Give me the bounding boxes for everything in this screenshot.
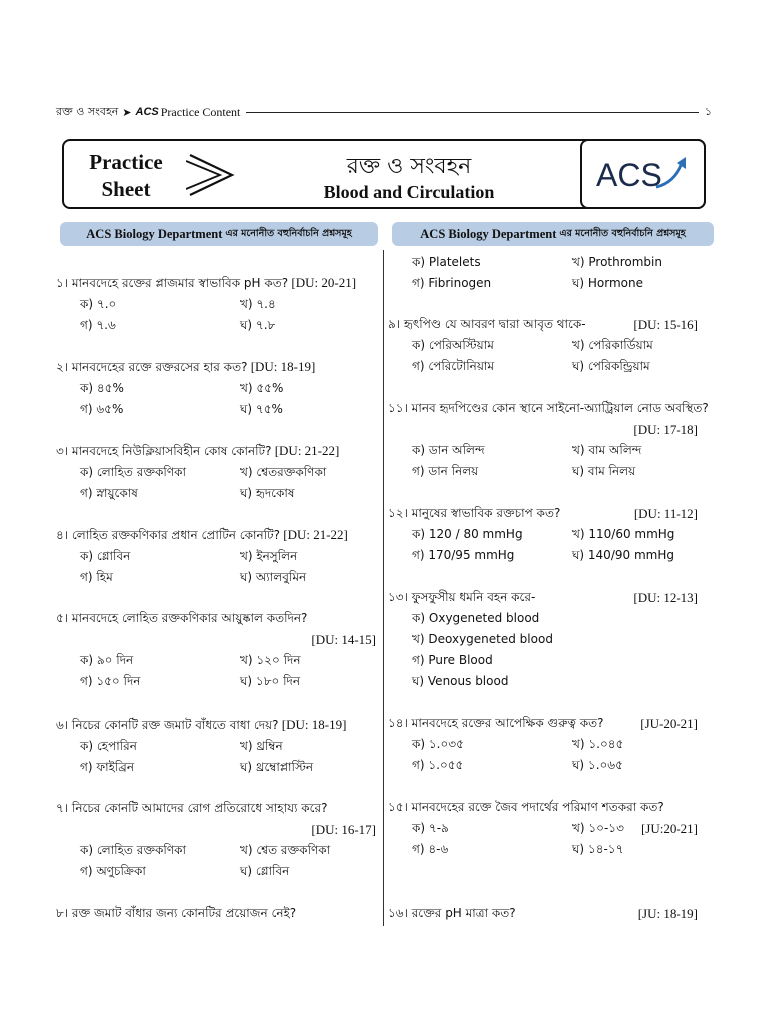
question-stem: ১১। মানব হৃদপিণ্ডের কোন স্থানে সাইনো-অ্যাট্রিয়াল নোড অবস্থিত? (388, 401, 709, 415)
option-item: ঘ) Hormone (572, 276, 644, 290)
exam-tag: [JU: 18-19] (637, 906, 698, 921)
question-stem: ১৫। মানবদেহের রক্তে জৈব পদার্থের পরিমাণ শতকরা কত? [JU:20-21] (388, 797, 698, 818)
option-item: ঘ) পেরিকন্ড্রিয়াম (572, 359, 650, 373)
option-item: খ) ১২০ দিন (240, 653, 301, 667)
question-stem: ৯। হৃৎপিণ্ড যে আবরণ দ্বারা আবৃত থাকে- [DU: 15-16] (388, 314, 698, 335)
exam-tag: [DU: 17-18] (633, 422, 698, 437)
question-item (56, 524, 376, 588)
option-item: ক) ১.০৩৫ (412, 737, 464, 751)
exam-tag: [DU: 11-12] (633, 506, 698, 521)
option-item: ঘ) ৭.৮ (240, 318, 276, 332)
banner-department: ACS Biology Department (86, 226, 223, 241)
option-item: ক) 120 / 80 mmHg (412, 527, 523, 541)
option-item: ক) Platelets (412, 255, 481, 269)
exam-tag: [JU:20-21] (640, 821, 698, 836)
option-item: গ) ১.০৫৫ (412, 758, 464, 772)
option-item: ঘ) অ্যালবুমিন (240, 570, 307, 584)
page-number: ১ (704, 104, 712, 118)
right-banner (392, 222, 714, 246)
option-item: গ) ডান নিলয় (412, 464, 479, 478)
option-item: গ) হিম (80, 570, 113, 584)
option-item: খ) ৭.৪ (240, 297, 276, 311)
option-item: ক) Oxygeneted blood (412, 611, 540, 625)
question-item (388, 314, 698, 377)
option-item: গ) ৬৫% (80, 402, 124, 416)
option-item: ক) ৭.০ (80, 297, 117, 311)
option-item: ঘ) ১৪-১৭ (572, 842, 624, 856)
left-banner (60, 222, 378, 246)
header-rule (246, 112, 698, 113)
question-item (56, 356, 376, 420)
question-item (388, 398, 709, 482)
option-item: ক) ৯০ দিন (80, 653, 134, 667)
option-item: ক) হেপারিন (80, 739, 137, 753)
option-item: খ) Prothrombin (572, 255, 662, 269)
options (56, 294, 376, 336)
option-item: গ) ৭.৬ (80, 318, 116, 332)
question-item (388, 903, 698, 924)
option-item: ক) গ্লোবিন (80, 549, 131, 563)
logo-text: ACS (596, 157, 662, 193)
exam-tag: [DU: 18-19] (278, 717, 347, 732)
options (56, 462, 376, 504)
options (388, 734, 698, 776)
question-item (56, 272, 376, 336)
question-item (56, 714, 376, 778)
exam-tag: [DU: 18-19] (247, 359, 316, 374)
banner-suffix: এর মনোনীত বহুনির্বাচনি প্রশ্নসমূহ (559, 227, 686, 239)
option-item: গ) ৪-৬ (412, 842, 449, 856)
header-topic: রক্ত ও সংবহন (56, 104, 119, 118)
question-item (388, 503, 698, 566)
banner-suffix: এর মনোনীত বহুনির্বাচনি প্রশ্নসমূহ (225, 227, 352, 239)
option-item: গ) পেরিটোনিয়াম (412, 359, 495, 373)
option-item: গ) স্নায়ুকোষ (80, 486, 138, 500)
running-header (56, 103, 712, 121)
option-item: গ) ১৫০ দিন (80, 674, 141, 688)
option-item: খ) 110/60 mmHg (572, 527, 675, 541)
exam-tag: [JU-20-21] (640, 716, 698, 731)
option-item: ঘ) বাম নিলয় (572, 464, 636, 478)
option-item: খ) ১.০৪৫ (572, 737, 624, 751)
options (388, 608, 698, 692)
option-item: গ) ফাইব্রিন (80, 760, 134, 774)
option-item: খ) ইনসুলিন (240, 549, 298, 563)
header-section: Practice Content (160, 104, 241, 119)
acs-logo (580, 139, 706, 209)
column-divider (383, 250, 384, 926)
acs-logo-graphic (582, 141, 704, 207)
option-item: খ) Deoxygeneted blood (412, 632, 553, 646)
exam-tag: [DU: 14-15] (311, 632, 376, 647)
exam-tag: [DU: 21-22] (271, 443, 340, 458)
question-stem: ১৩। ফুসফুসীয় ধমনি বহন করে- [DU: 12-13] (388, 587, 698, 608)
arrow-icon: ➤ (122, 106, 132, 119)
options (56, 378, 376, 420)
exam-tag: [DU: 20-21] (288, 275, 357, 290)
banner-department: ACS Biology Department (420, 226, 557, 241)
options (388, 335, 698, 377)
question-item (56, 903, 376, 924)
option-item: খ) শ্বেত রক্তকণিকা (240, 843, 331, 857)
option-item: ঘ) Venous blood (412, 674, 509, 688)
question-stem: ১২। মানুষের স্বাভাবিক রক্তচাপ কত? [DU: 11-12] (388, 503, 698, 524)
option-item: খ) বাম অলিন্দ (572, 443, 642, 457)
option-item: খ) শ্বেতরক্তকণিকা (240, 465, 327, 479)
practice-sheet-label (78, 149, 174, 203)
options (56, 736, 376, 778)
exam-tag: [DU: 12-13] (633, 590, 698, 605)
question-stem: ১৪। মানবদেহে রক্তের আপেক্ষিক গুরুত্ব কত? [JU-20-21] (388, 713, 698, 734)
question-stem: ১। মানবদেহে রক্তের প্লাজমার স্বাভাবিক pH কত? [DU: 20-21] (56, 275, 357, 290)
option-item: ঘ) ১৮০ দিন (240, 674, 300, 688)
chevron-right-icon (186, 151, 238, 199)
options (388, 252, 698, 294)
exam-tag: [DU: 21-22] (280, 527, 348, 542)
title-box (62, 139, 706, 209)
question-stem: ২। মানবদেহের রক্তে রক্তরসের হার কত? [DU: 18-19] (56, 359, 316, 374)
options (56, 546, 376, 588)
question-stem: ১৬। রক্তের pH মাত্রা কত? [JU: 18-19] (388, 903, 698, 924)
option-item: গ) 170/95 mmHg (412, 548, 515, 562)
options (388, 440, 698, 482)
question-item (388, 587, 698, 692)
question-stem: ৫। মানবদেহে লোহিত রক্তকণিকার আয়ুষ্কাল কতদিন? (56, 611, 308, 625)
option-item: খ) পেরিকার্ডিয়াম (572, 338, 653, 352)
question-item (388, 797, 698, 860)
exam-tag: [DU: 15-16] (633, 317, 698, 332)
header-brand: ACS (135, 106, 159, 118)
question-item (56, 798, 376, 882)
option-item: খ) থ্রম্বিন (240, 739, 283, 753)
bangla-title: রক্ত ও সংবহন (346, 154, 472, 179)
option-item: ক) ৪৫% (80, 381, 124, 395)
practice-label-line1: Practice (89, 150, 163, 174)
question-stem: ৮। রক্ত জমাট বাঁধার জন্য কোনটির প্রয়োজন নেই? (56, 906, 297, 920)
question-item (388, 252, 698, 294)
english-title: Blood and Circulation (323, 182, 495, 202)
exam-tag: [DU: 16-17] (311, 822, 376, 837)
question-item (56, 440, 376, 504)
practice-label-line2: Sheet (101, 177, 151, 201)
options (388, 818, 641, 860)
question-item (388, 713, 698, 776)
option-item: ঘ) ৭৫% (240, 402, 283, 416)
option-item: খ) ১০-১৩ (572, 821, 624, 835)
option-item: ক) পেরিঅস্টিয়াম (412, 338, 494, 352)
question-stem: ৩। মানবদেহে নিউক্লিয়াসবিহীন কোষ কোনটি? [DU: 21-22] (56, 443, 340, 458)
question-stem: ৪। লোহিত রক্তকণিকার প্রধান প্রোটিন কোনটি? [DU: 21-22] (56, 527, 348, 542)
option-item: ঘ) গ্লোবিন (240, 864, 290, 878)
question-item (56, 608, 376, 692)
option-item: ক) ৭-৯ (412, 821, 449, 835)
option-item: ঘ) থ্রম্বোপ্লাস্টিন (240, 760, 314, 774)
option-item: ঘ) ১.০৬৫ (572, 758, 623, 772)
option-item: গ) অণুচক্রিকা (80, 864, 146, 878)
option-item: ক) লোহিত রক্তকণিকা (80, 843, 186, 857)
question-stem: ৬। নিচের কোনটি রক্ত জমাট বাঁধতে বাধা দেয়? [DU: 18-19] (56, 717, 347, 732)
question-stem: ৭। নিচের কোনটি আমাদের রোগ প্রতিরোধে সাহায্য করে? (56, 801, 328, 815)
option-item: খ) ৫৫% (240, 381, 284, 395)
option-item: ঘ) হৃদকোষ (240, 486, 295, 500)
option-item: ক) ডান অলিন্দ (412, 443, 485, 457)
options (56, 840, 376, 882)
options (388, 524, 698, 566)
option-item: ক) লোহিত রক্তকণিকা (80, 465, 186, 479)
option-item: গ) Fibrinogen (412, 276, 492, 290)
option-item: ঘ) 140/90 mmHg (572, 548, 674, 562)
options (56, 650, 376, 692)
option-item: গ) Pure Blood (412, 653, 493, 667)
